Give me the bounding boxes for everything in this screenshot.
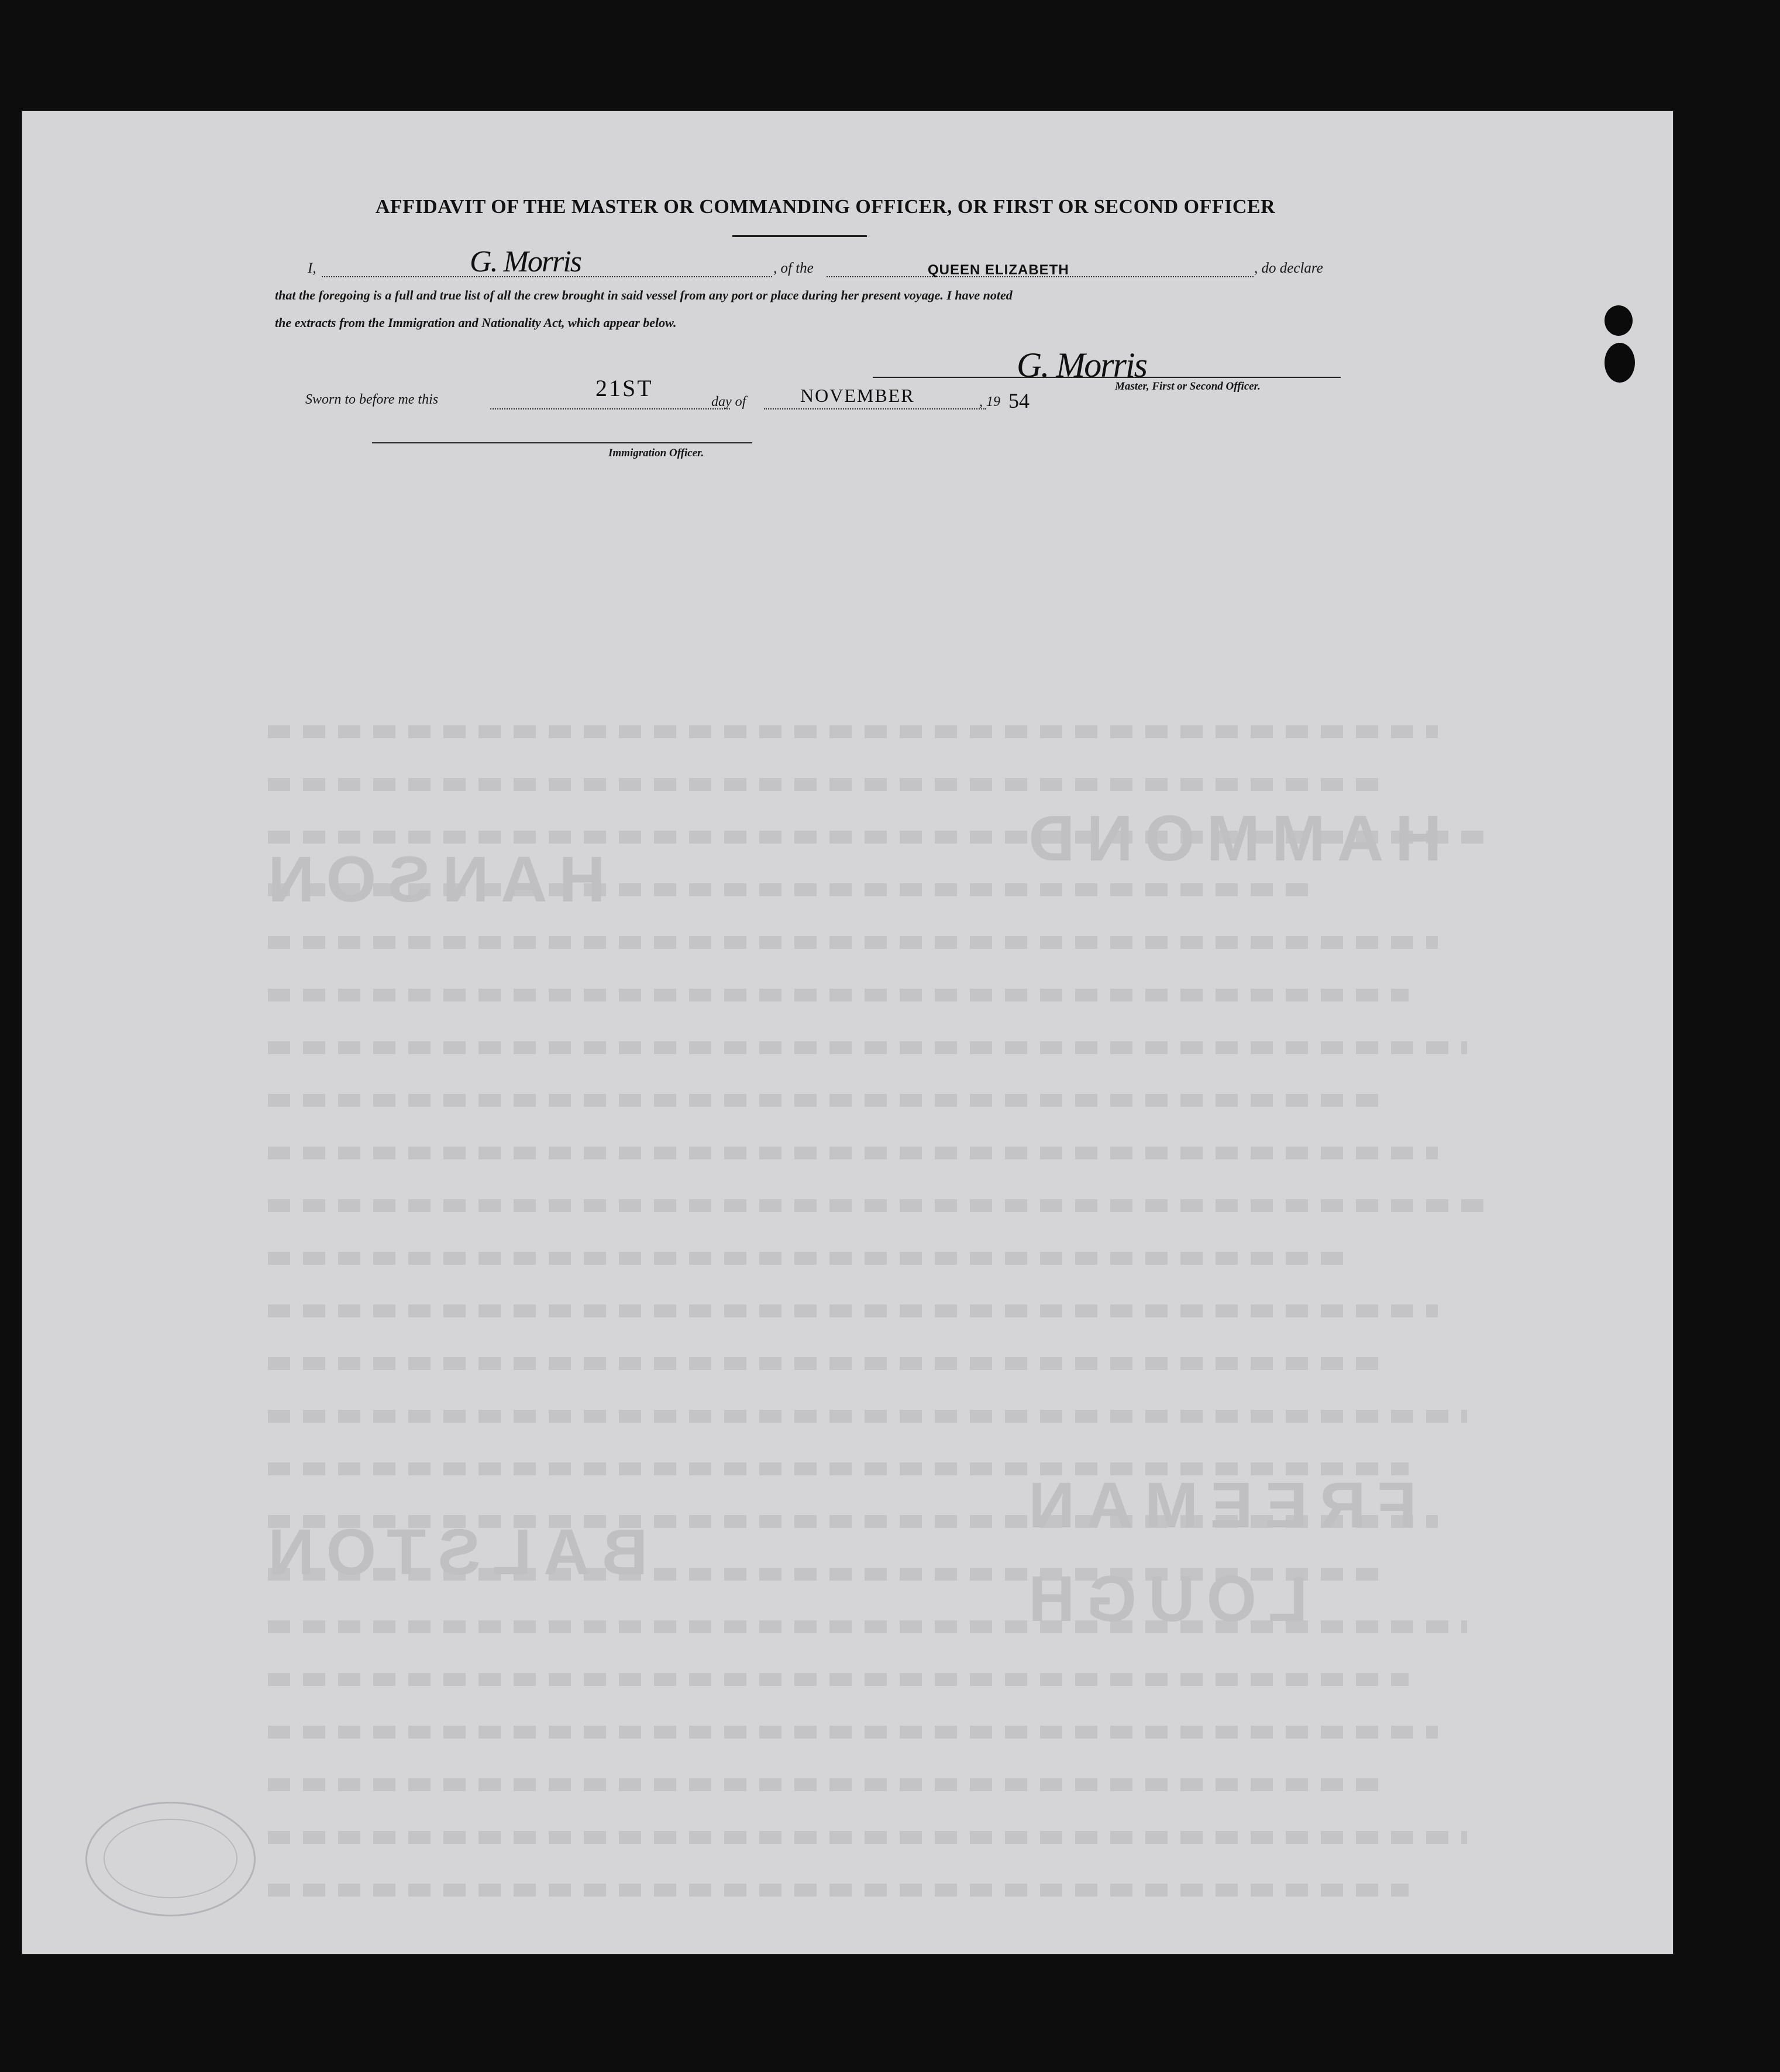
binding-holes (1603, 304, 1640, 386)
declaration-body-line-2: the extracts from the Immigration and Nationality Act, which appear below. (275, 315, 677, 330)
declare-text: , do declare (1254, 260, 1323, 276)
affidavit-title: AFFIDAVIT OF THE MASTER OR COMMANDING OFFICER, OR FIRST OR SECOND OFFICER (375, 196, 1276, 218)
master-signature-label: Master, First or Second Officer. (1115, 380, 1261, 393)
bleed-through-texture: HAMMOND HANSON FREEMAN BALSTON LOUGH (22, 111, 1673, 1954)
faded-stamp (85, 1802, 256, 1916)
sworn-text: Sworn to before me this (305, 392, 439, 407)
immigration-officer-line (372, 442, 752, 443)
document-page (22, 111, 1673, 1954)
master-signature: G. Morris (1017, 346, 1147, 384)
declaration-body-line-1: that the foregoing is a full and true list of all the crew brought in said vessel from any port or place during her present voyage. I have noted (275, 288, 1013, 302)
sworn-day-line (490, 408, 730, 409)
sworn-month-line (764, 408, 986, 409)
sworn-year: 54 (1008, 389, 1030, 412)
declaration-prefix: I, (308, 260, 316, 276)
immigration-officer-label: Immigration Officer. (608, 447, 704, 459)
declarant-signature: G. Morris (470, 245, 581, 278)
day-of-text: day of (711, 394, 746, 409)
title-underline (732, 235, 867, 237)
of-the-text: , of the (773, 260, 814, 276)
vessel-name: QUEEN ELIZABETH (928, 262, 1069, 278)
sworn-day: 21ST (595, 375, 653, 401)
sworn-month: NOVEMBER (800, 385, 915, 406)
year-prefix: , 19 (979, 394, 1000, 409)
